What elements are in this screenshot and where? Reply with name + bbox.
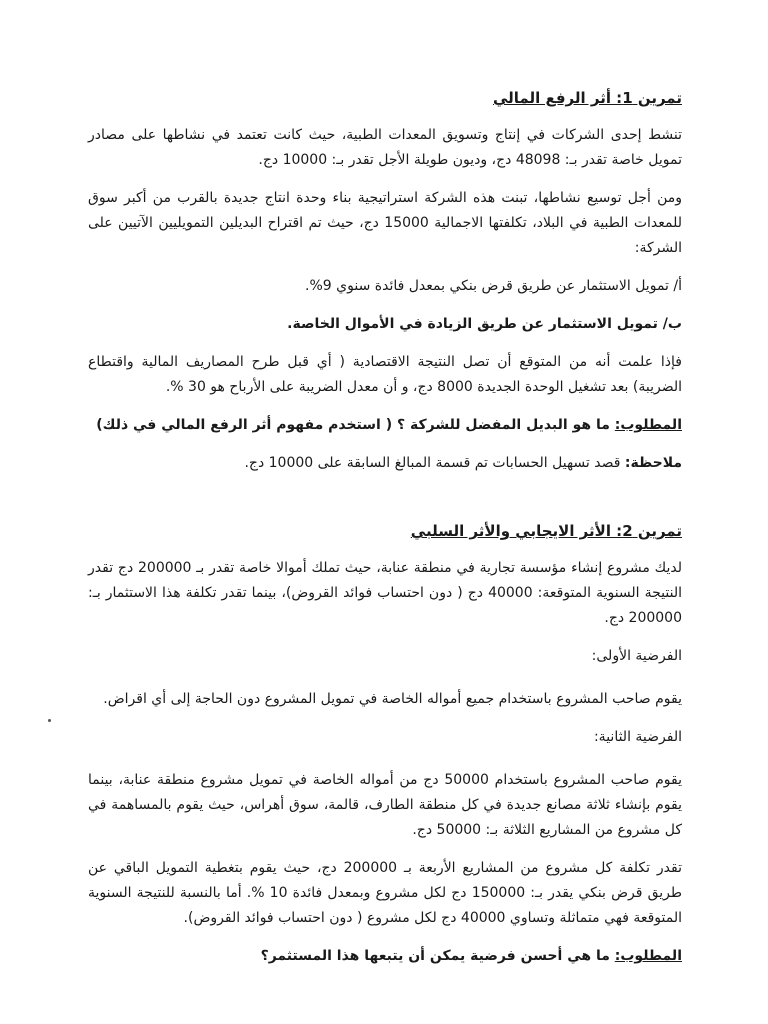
- document-page: [88, 86, 682, 982]
- exercise-1-option-b: ب/ تمويل الاستثمار عن طريق الزيادة في الأموال الخاصة.: [287, 316, 682, 332]
- section-gap: [88, 489, 682, 519]
- requirement-text: ما هي أحسن فرضية يمكن أن يتبعها هذا المستثمر؟: [260, 948, 615, 964]
- exercise-2-requirement: [88, 944, 682, 969]
- requirement-label: المطلوب:: [614, 948, 682, 964]
- exercise-2-paragraph-1: لديك مشروع إنشاء مؤسسة تجارية في منطقة عنابة، حيث تملك أموالا خاصة تقدر بـ 200000 دج تقدر النتيجة السنوية المتوقعة: 40000 دج ( دون احتساب فوائد القروض)، بينما تقدر تكلفة هذا الاستثمار بـ: 200000 دج.: [88, 560, 682, 626]
- exercise-1-paragraph-2: ومن أجل توسيع نشاطها، تبنت هذه الشركة استراتيجية بناء وحدة انتاج جديدة بالقرب من أكبر سوق للمعدات الطبية في البلاد، تكلفتها الاجمالية 15000 دج، حيث تم اقتراح البديلين التمويليين الآتيين على الشركة:: [88, 190, 682, 256]
- note-label: ملاحظة:: [624, 455, 682, 471]
- exercise-2-title: تمرين 2: الأثر الايجابي والأثر السلبي: [410, 522, 682, 540]
- scan-speck: [48, 719, 51, 722]
- requirement-label: المطلوب:: [614, 417, 682, 433]
- requirement-text: ما هو البديل المفضل للشركة ؟ ( استخدم مفهوم أثر الرفع المالي في ذلك): [96, 417, 615, 433]
- exercise-1: [88, 86, 682, 476]
- exercise-1-paragraph-3: فإذا علمت أنه من المتوقع أن تصل النتيجة الاقتصادية ( أي قبل طرح المصاريف المالية واقتطاع الضريبة) بعد تشغيل الوحدة الجديدة 8000 دج، و أن معدل الضريبة على الأرباح هو 30 %.: [88, 354, 682, 395]
- exercise-1-option-a: أ/ تمويل الاستثمار عن طريق قرض بنكي بمعدل فائدة سنوي 9%.: [305, 278, 682, 294]
- exercise-2: [88, 519, 682, 969]
- hypothesis-1-text: يقوم صاحب المشروع باستخدام جميع أمواله الخاصة في تمويل المشروع دون الحاجة إلى أي اقراض.: [103, 691, 682, 707]
- exercise-1-title: تمرين 1: أثر الرفع المالي: [492, 89, 682, 107]
- exercise-2-paragraph-2: تقدر تكلفة كل مشروع من المشاريع الأربعة بـ 200000 دج، حيث يقوم بتغطية التمويل الباقي عن طريق قرض بنكي يقدر بـ: 150000 دج لكل مشروع وبمعدل فائدة 10 %. أما بالنسبة للنتيجة السنوية المتوقعة فهي متماثلة وتساوي 40000 دج لكل مشروع ( دون احتساب فوائد القروض).: [88, 860, 683, 926]
- note-text: قصد تسهيل الحسابات تم قسمة المبالغ السابقة على 10000 دج.: [244, 455, 625, 471]
- hypothesis-2-heading: الفرضية الثانية:: [593, 729, 682, 745]
- hypothesis-2-text: يقوم صاحب المشروع باستخدام 50000 دج من أمواله الخاصة في تمويل مشروع منطقة عنابة، بينما يقوم بإنشاء ثلاثة مصانع جديدة في كل منطقة الطارف، قالمة، سوق أهراس، حيث يقوم بالمساهمة في كل مشروع من المشاريع الثلاثة بـ: 50000 دج.: [88, 772, 682, 838]
- exercise-1-paragraph-1: تنشط إحدى الشركات في إنتاج وتسويق المعدات الطبية، حيث كانت تعتمد في نشاطها على مصادر تمويل خاصة تقدر بـ: 48098 دج، وديون طويلة الأجل تقدر بـ: 10000 دج.: [88, 127, 682, 168]
- exercise-1-note: [88, 451, 682, 476]
- hypothesis-1-heading: الفرضية الأولى:: [591, 648, 682, 664]
- exercise-1-requirement: [88, 413, 682, 438]
